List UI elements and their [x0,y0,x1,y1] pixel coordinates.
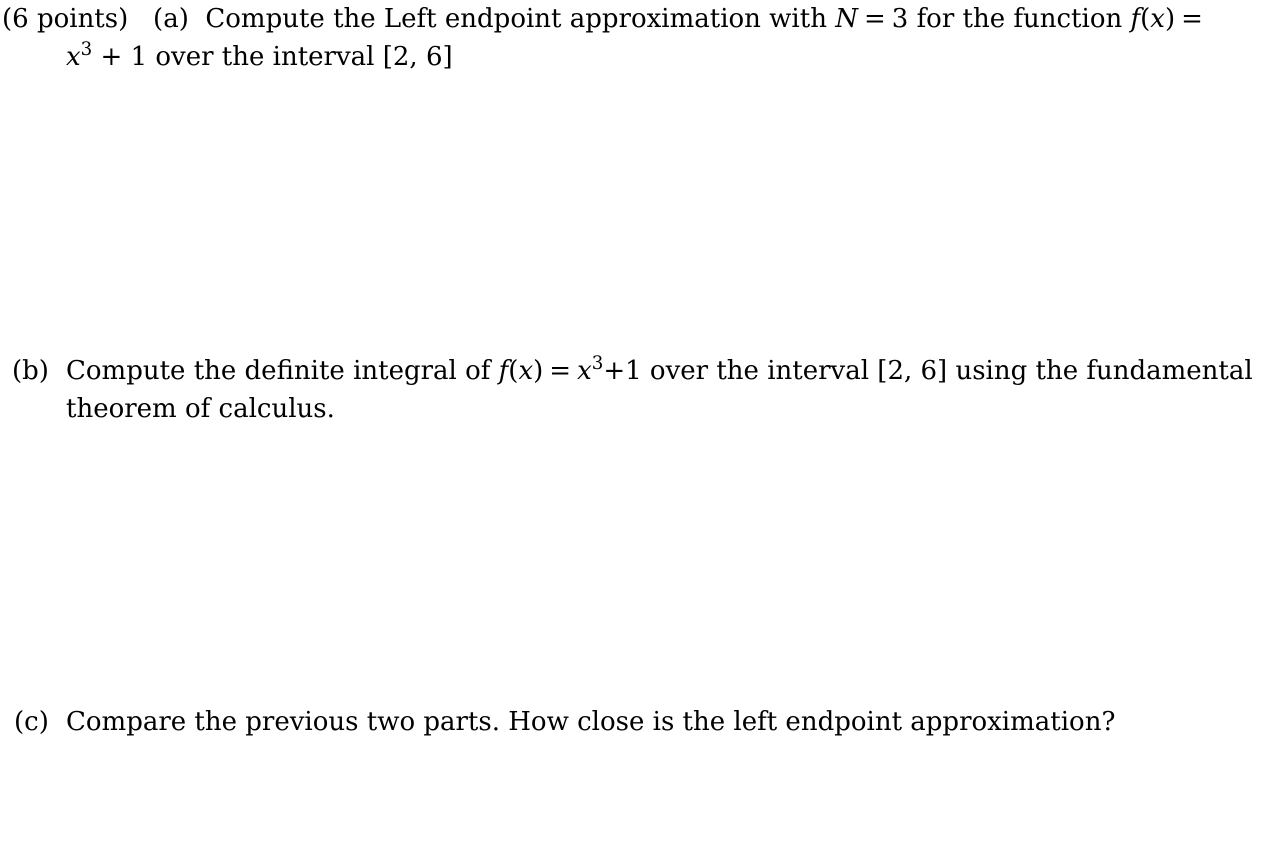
expr-exponent: 3 [80,39,93,60]
interval: [2, 6] [382,42,453,72]
part-a-label: (a) [153,4,189,34]
expr-var: x [577,356,592,386]
part-a-text-3: over the interval [155,42,375,72]
expr-exponent: 3 [591,353,604,374]
part-a-text-1: Compute the Left endpoint approximation with [205,4,827,34]
points-label: (6 points) [2,4,129,34]
part-c-line-1 [66,707,1115,738]
function-arg: x [518,356,534,386]
n-value: 3 [891,4,909,34]
function-name: f [1130,4,1141,34]
part-b-text-2: over the interval [649,356,870,386]
var-n: N [835,4,858,34]
part-c-label: (c) [14,707,49,737]
part-a-line-2 [66,39,453,73]
equals-sign-end: = [1181,4,1203,34]
function-arg: x [1150,4,1165,34]
part-b-text-3: using the fundamental [955,356,1253,386]
part-b-label: (b) [12,356,49,386]
paren-open: ( [508,356,519,386]
equals-sign: = [549,356,572,386]
paren-close: ) [533,356,544,386]
paren-open: ( [1140,4,1151,34]
expr-rest: +1 [603,356,642,386]
part-b-line-1 [66,353,1253,387]
equals-sign: = [863,4,886,34]
part-b-line-2 [66,394,335,425]
interval: [2, 6] [877,356,948,386]
part-b-text-1: Compute the definite integral of [66,356,491,386]
part-b-text-4: theorem of calculus. [66,394,335,424]
expr-rest: + 1 [100,42,148,72]
part-a-line-1 [2,4,1209,35]
function-name: f [498,356,509,386]
part-a-text-2: for the function [916,4,1123,34]
part-c-text: Compare the previous two parts. How close is the left endpoint approximation? [66,707,1116,737]
paren-close: ) [1164,4,1176,34]
expr-var: x [66,42,81,72]
